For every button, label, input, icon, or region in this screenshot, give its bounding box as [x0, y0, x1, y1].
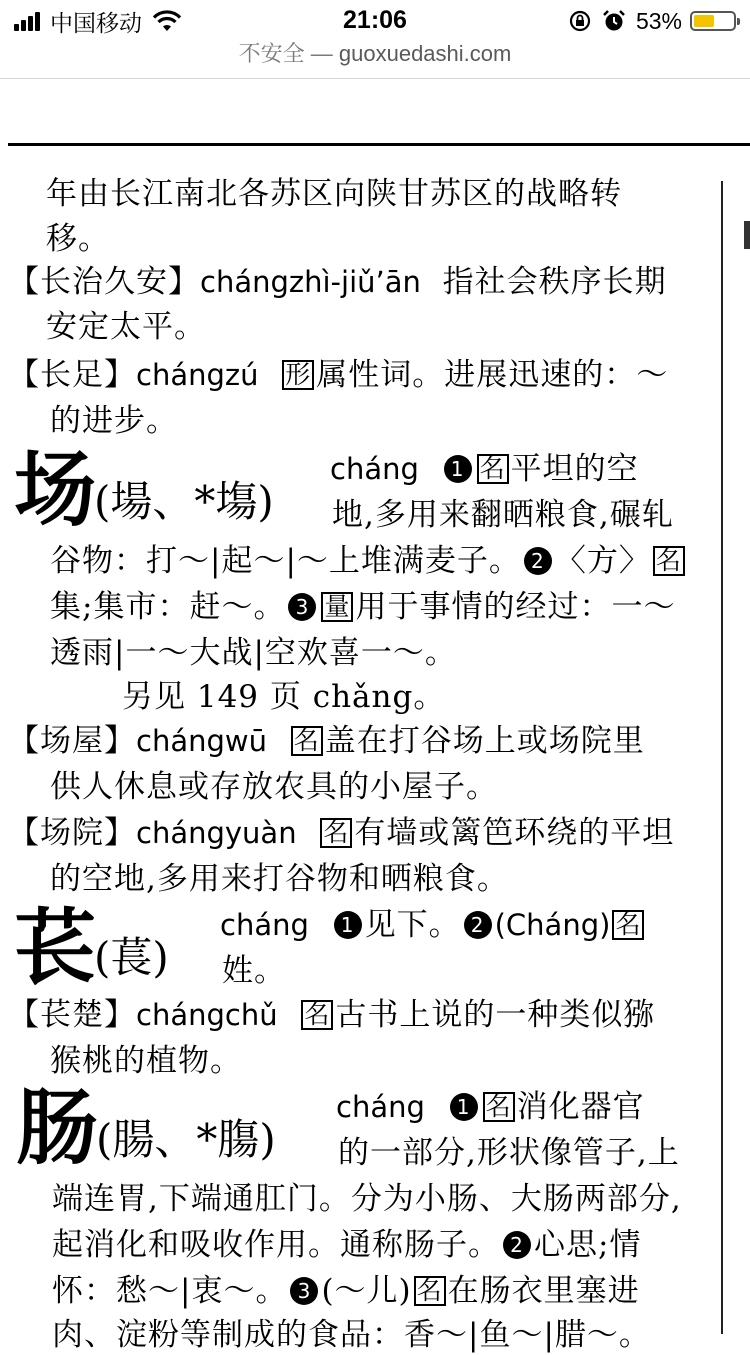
sense-number: 1: [450, 1093, 478, 1121]
sense-number: 3: [290, 1277, 318, 1305]
text-line: 端连胃,下端通肛门。分为小肠、大肠两部分,: [52, 1181, 682, 1217]
text-line: 猴桃的植物。: [50, 1043, 242, 1079]
text-line: 的进步。: [50, 403, 178, 439]
sense-text: 消化器官: [516, 1089, 645, 1125]
entry-changwu: [8, 721, 645, 761]
entry-headword: 【场院】: [8, 815, 136, 851]
text-line: 透雨|一～大战|空欢喜一～。: [50, 635, 457, 671]
sense-text: (Cháng): [494, 908, 611, 942]
char-pinyin: cháng: [336, 1090, 425, 1124]
sense-text: 用于事情的经过：一～: [355, 589, 676, 625]
carrier-name: 中国移动: [50, 9, 142, 36]
entry-changzhijiuan: [8, 262, 667, 302]
pos-badge: 名: [320, 818, 352, 848]
traditional-forms: (腸、*膓): [96, 1115, 276, 1164]
char-entry-line: [50, 587, 675, 627]
entry-changchu: [8, 995, 655, 1035]
char-entry-line: [330, 449, 639, 489]
sense-text: 集;集市：赶～。: [50, 589, 286, 625]
char-entry-line: [220, 905, 646, 945]
entry-definition: 指社会秩序长期: [442, 264, 667, 300]
orientation-lock-icon: [568, 9, 592, 33]
sense-text: 怀：愁～|衷～。: [52, 1273, 288, 1309]
entry-pinyin: chángzhì-jiǔ’ān: [200, 265, 421, 299]
clock: 21:06: [343, 6, 407, 34]
pos-badge: 形: [282, 360, 314, 390]
char-entry-line: [50, 541, 687, 581]
char-entry-line: [336, 1087, 645, 1127]
pos-badge: 名: [414, 1276, 446, 1306]
entry-definition: 盖在打谷场上或场院里: [324, 723, 645, 759]
entry-headword: 【苌楚】: [8, 997, 136, 1033]
headword-char-chang-surname: 苌: [14, 900, 97, 996]
sense-text: 平坦的空: [510, 451, 639, 487]
char-entry-line: [52, 1271, 640, 1311]
entry-pinyin: chángchǔ: [136, 998, 278, 1032]
sense-number: 3: [288, 593, 316, 621]
traditional-forms: (場、*塲): [94, 477, 274, 526]
page-column-rule: [721, 181, 723, 1334]
text-line: 供人休息或存放农具的小屋子。: [50, 769, 498, 805]
alarm-icon: [602, 9, 626, 33]
entry-headword: 【长足】: [8, 357, 136, 393]
pos-badge: 名: [301, 1000, 333, 1030]
text-line: 年由长江南北各苏区向陕甘苏区的战略转: [46, 176, 622, 212]
entry-pinyin: chángzú: [136, 358, 259, 392]
pos-badge: 名: [612, 910, 644, 940]
entry-definition: 有墙或篱笆环绕的平坦: [354, 815, 675, 851]
security-label: 不安全 —: [238, 41, 333, 66]
pos-badge: 名: [291, 726, 323, 756]
sense-text: (～儿): [321, 1273, 412, 1309]
sense-number: 1: [444, 455, 472, 483]
battery-icon: [690, 11, 736, 31]
text-line: 地,多用来翻晒粮食,碾轧: [332, 497, 674, 533]
sense-text: 在肠衣里塞进: [447, 1273, 640, 1309]
page-edge-mark: [744, 221, 750, 249]
url-bar[interactable]: [0, 40, 750, 76]
headword-char-chang-intestine: 肠: [16, 1080, 99, 1176]
entry-headword: 【长治久安】: [8, 264, 200, 300]
entry-definition: 属性词。进展迅速的：～: [316, 357, 669, 393]
sense-number: 2: [464, 911, 492, 939]
traditional-forms: (萇): [94, 933, 169, 982]
text-line: 安定太平。: [46, 309, 206, 345]
status-bar: [0, 0, 750, 42]
pos-badge: 名: [477, 454, 509, 484]
sense-text: 谷物：打～|起～|～上堆满麦子。: [50, 543, 521, 579]
dictionary-page: [0, 79, 750, 1353]
text-line: 肉、淀粉等制成的食品：香～|鱼～|腊～。: [52, 1317, 651, 1353]
sense-number: 2: [524, 547, 552, 575]
pos-badge: 名: [653, 546, 685, 576]
url-host: guoxuedashi.com: [338, 41, 512, 66]
text-line: 姓。: [222, 953, 286, 989]
sense-text: 见下。: [364, 907, 461, 943]
entry-headword: 【场屋】: [8, 723, 136, 759]
entry-changzu: [8, 355, 668, 395]
pos-badge: 名: [483, 1092, 515, 1122]
entry-pinyin: chángwū: [136, 724, 267, 758]
text-line: 的一部分,形状像管子,上: [338, 1135, 680, 1171]
cross-reference: 另见 149 页 chǎng。: [122, 679, 446, 715]
entry-pinyin: chángyuàn: [136, 816, 297, 850]
headword-char-chang-field: 场: [14, 442, 97, 538]
char-pinyin: cháng: [220, 908, 309, 942]
page-top-rule: [8, 143, 750, 146]
text-line: 的空地,多用来打谷物和晒粮食。: [50, 861, 509, 897]
entry-definition: 古书上说的一种类似猕: [335, 997, 656, 1033]
entry-changyuan: [8, 813, 674, 853]
sense-text: 〈方〉: [554, 543, 651, 579]
sense-text: 心思;情: [534, 1227, 642, 1263]
char-entry-line: [52, 1225, 641, 1265]
pos-badge: 量: [321, 592, 353, 622]
sense-number: 2: [503, 1231, 531, 1259]
char-pinyin: cháng: [330, 452, 419, 486]
sense-number: 1: [334, 911, 362, 939]
sense-text: 起消化和吸收作用。通称肠子。: [52, 1227, 500, 1263]
battery-percent: 53%: [635, 7, 682, 34]
text-line: 移。: [46, 221, 110, 257]
